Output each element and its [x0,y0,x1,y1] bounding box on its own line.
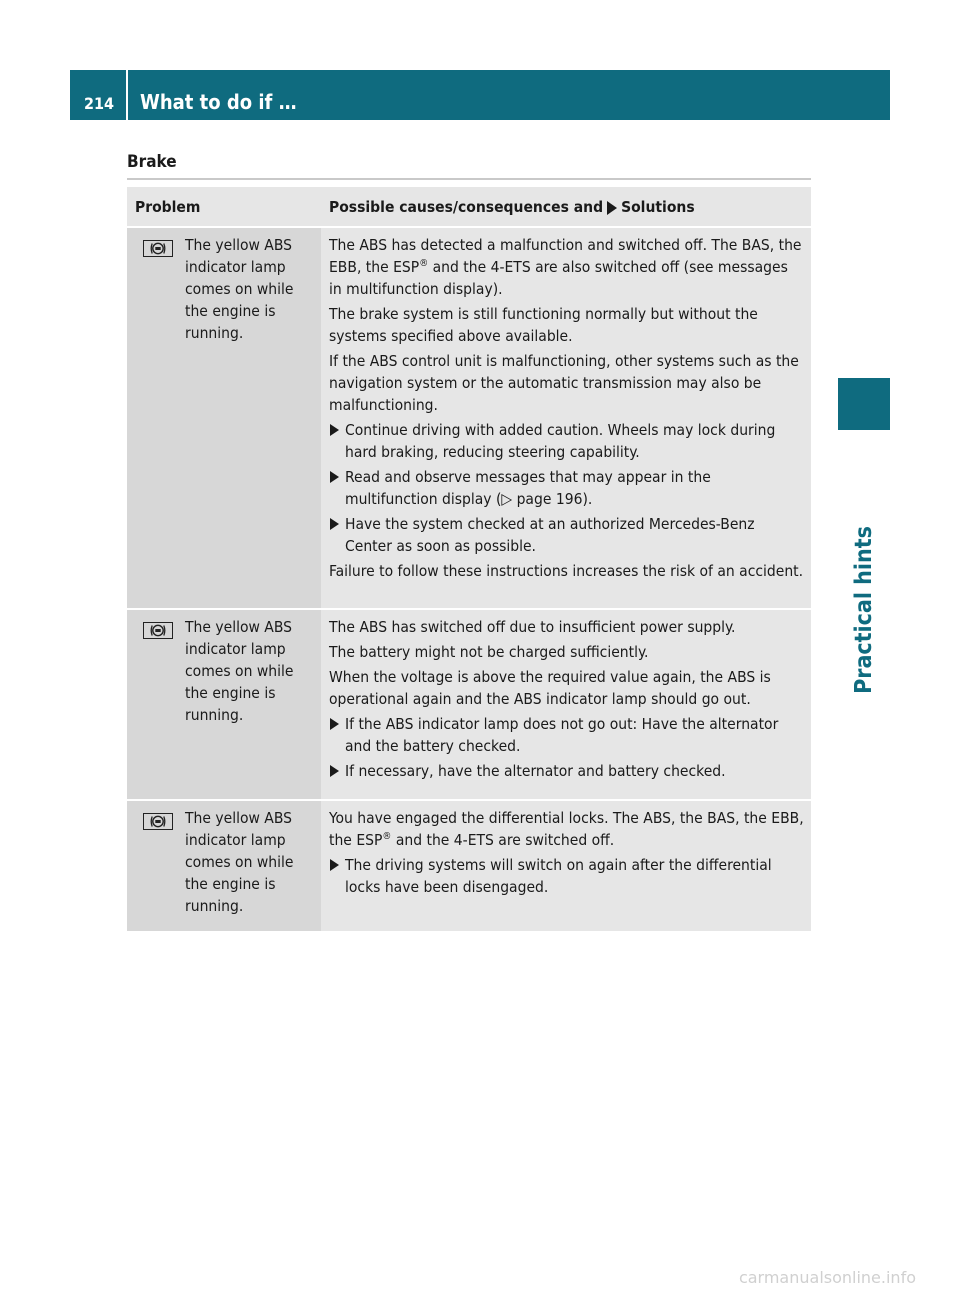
side-tab-marker [838,378,890,430]
solution-step: Read and observe messages that may appear in the multifunction display (▷ page 196). [329,466,805,510]
table-row [127,228,811,610]
solution-step: The driving systems will switch on again after the differential locks have been disengaged. [329,854,805,898]
solution-step: Have the system checked at an authorized Mercedes-Benz Center as soon as possible. [329,513,805,557]
table-row [127,610,811,801]
table-header-row [127,187,811,228]
column-header-causes-label: Possible causes/consequences and [329,198,604,216]
registered-mark: ® [419,257,429,269]
cause-paragraph: The ABS has switched off due to insufficient power supply. [329,618,736,636]
cause-text-cont: and the 4-ETS are also switched off (see messages in multifunction display). [329,258,788,298]
side-tab-label: Practical hints [851,526,877,694]
table-row [127,801,811,933]
abs-indicator-icon [143,813,173,830]
problem-solution-table [127,187,811,933]
column-header-solutions-label: Solutions [621,198,695,216]
problem-text: The yellow ABS indicator lamp comes on while the engine is running. [185,610,321,801]
solution-cell [321,228,811,610]
problem-text: The yellow ABS indicator lamp comes on while the engine is running. [185,801,321,933]
cause-text: The ABS has detected a malfunction and switched off. The BAS, the EBB, the ESP [329,236,802,276]
page-number: 214 [84,94,115,113]
warning-paragraph: Failure to follow these instructions increases the risk of an accident. [329,562,804,580]
solution-cell [321,801,811,933]
column-header-problem [127,187,321,228]
indicator-cell [127,801,185,933]
chapter-title: What to do if … [140,90,297,114]
section-title: Brake [127,152,177,172]
consequence-paragraph: The battery might not be charged sufficiently. [329,643,649,661]
cause-text-cont: and the 4-ETS are switched off. [391,831,615,849]
site-watermark: carmanualsonline.info [738,1268,916,1287]
indicator-cell [127,610,185,801]
solution-step: If necessary, have the alternator and battery checked. [329,760,805,782]
column-header-solutions [321,187,811,228]
abs-indicator-icon [143,240,173,257]
problem-text: The yellow ABS indicator lamp comes on while the engine is running. [185,228,321,610]
column-header-problem-label: Problem [135,198,201,216]
cause-text: You have engaged the differential locks. The ABS, the BAS, the EBB, the ESP [329,809,804,849]
page-header [70,70,890,120]
indicator-cell [127,228,185,610]
solution-step: Continue driving with added caution. Wheels may lock during hard braking, reducing steering capability. [329,419,805,463]
solution-step: If the ABS indicator lamp does not go out: Have the alternator and the battery checked. [329,713,805,757]
action-arrow-icon [607,201,617,215]
registered-mark: ® [382,830,392,842]
consequence-paragraph: The brake system is still functioning normally but without the systems specified above available. [329,305,758,345]
abs-indicator-icon [143,622,173,639]
consequence-paragraph: If the ABS control unit is malfunctioning, other systems such as the navigation system or the automatic transmission may also be malfunctioning. [329,352,799,414]
side-tab [838,120,890,694]
solution-cell [321,610,811,801]
cause-paragraph [329,807,805,851]
consequence-paragraph: When the voltage is above the required value again, the ABS is operational again and the ABS indicator lamp should go out. [329,668,771,708]
section-divider [127,178,811,180]
cause-paragraph [329,234,805,300]
